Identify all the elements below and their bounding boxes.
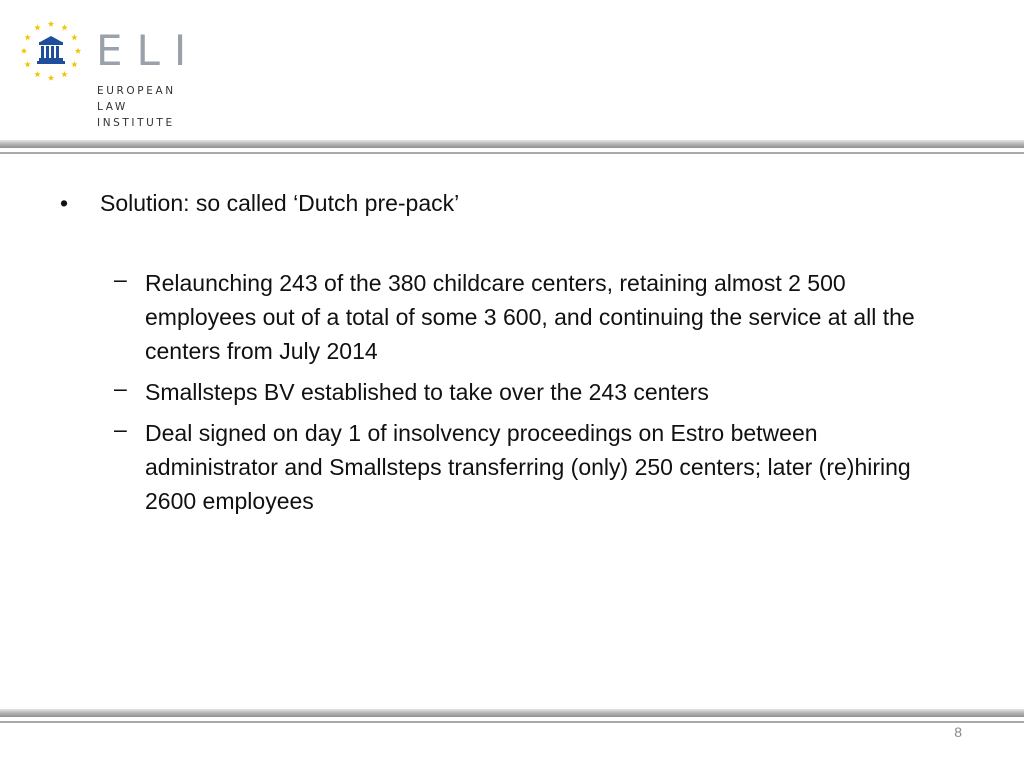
eli-logo — [18, 18, 218, 128]
sub-bullet-text: Relaunching 243 of the 380 childcare centers, retaining almost 2 500 employees out of a total of some 3 600, and continuing the service at all the centers from July 2014 — [145, 270, 915, 364]
star-icon — [71, 61, 77, 67]
logo-letters: ELI — [96, 26, 201, 75]
footer-divider-band — [0, 709, 1024, 717]
star-icon — [34, 24, 40, 30]
star-icon — [24, 61, 30, 67]
sub-bullet-item — [114, 416, 934, 518]
main-bullet — [60, 186, 960, 220]
sub-bullet-text: Deal signed on day 1 of insolvency proceedings on Estro between administrator and Smallsteps transferring (only) 250 centers; later (re)hiring 2600 employees — [145, 420, 911, 514]
star-icon — [24, 34, 30, 40]
header-divider-line — [0, 152, 1024, 154]
logo-tagline-line-3: INSTITUTE — [97, 117, 175, 129]
logo-tagline-line-2: LAW — [97, 101, 128, 113]
main-bullet-text: Solution: so called ‘Dutch pre-pack’ — [100, 190, 460, 216]
sub-bullet-text: Smallsteps BV established to take over the 243 centers — [145, 379, 709, 405]
dash-icon: – — [114, 266, 127, 292]
dash-icon: – — [114, 375, 127, 401]
star-icon — [21, 48, 27, 54]
logo-tagline-line-1: EUROPEAN — [97, 85, 176, 97]
bullet-dot-icon: • — [60, 190, 69, 216]
star-icon — [34, 71, 40, 77]
footer-divider-line — [0, 721, 1024, 723]
star-icon — [48, 75, 54, 81]
sub-bullet-list — [114, 266, 934, 518]
dash-icon: – — [114, 416, 127, 442]
eu-stars-pillar-icon — [18, 18, 84, 84]
star-icon — [71, 34, 77, 40]
star-icon — [61, 71, 67, 77]
sub-bullet-item — [114, 266, 934, 368]
star-icon — [61, 24, 67, 30]
slide-content — [60, 186, 960, 525]
header-divider-band — [0, 140, 1024, 148]
logo-tagline — [97, 83, 176, 131]
star-icon — [75, 48, 81, 54]
star-icon — [48, 21, 54, 27]
page-number: 8 — [954, 724, 962, 740]
sub-bullet-item — [114, 375, 934, 409]
